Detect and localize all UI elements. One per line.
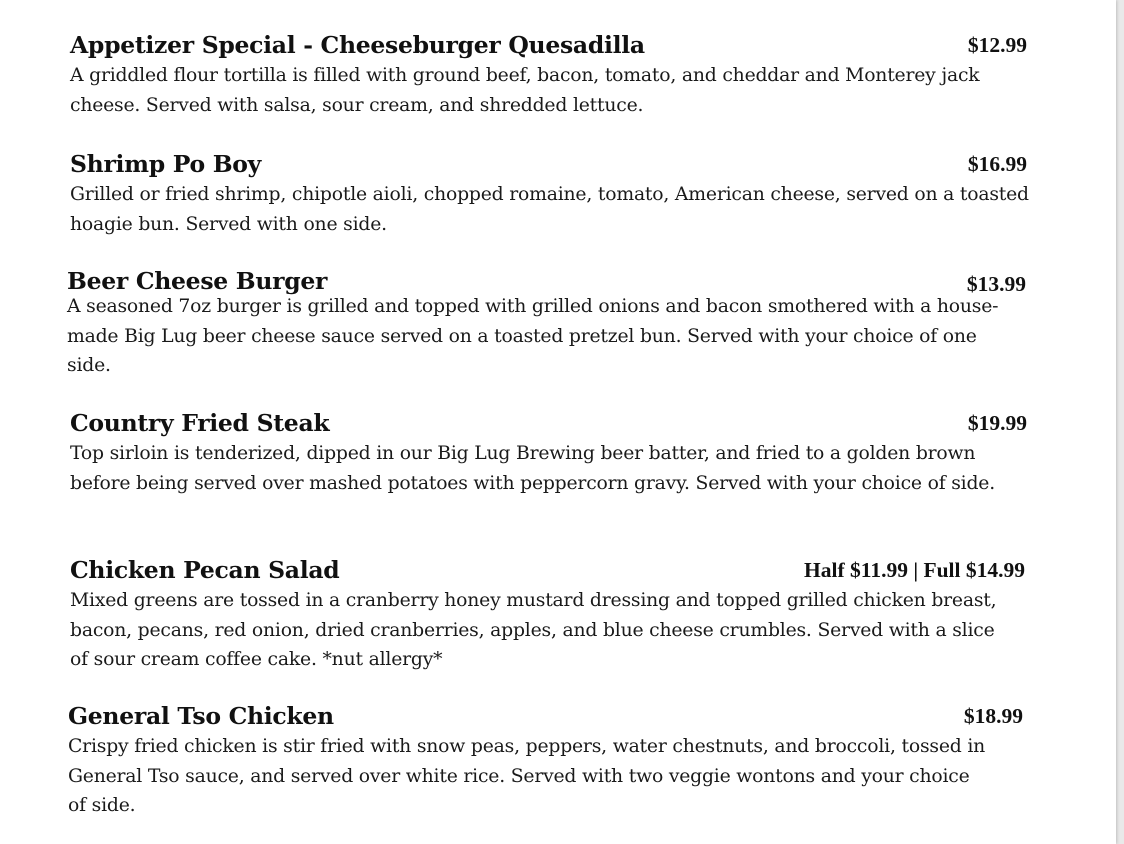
menu-item-name: Shrimp Po Boy bbox=[70, 150, 262, 178]
menu-item-price: $13.99 bbox=[966, 272, 1026, 296]
menu-item-header bbox=[70, 409, 1030, 439]
menu-item-header bbox=[68, 702, 1028, 732]
menu-item-header bbox=[70, 150, 1030, 180]
menu-item-description: A seasoned 7oz burger is grilled and topped with grilled onions and bacon smothered with a house-made Big Lug beer cheese sauce served on a toasted pretzel bun. Served with your choice of one side. bbox=[67, 296, 999, 376]
menu-item-header bbox=[70, 31, 1030, 61]
menu-item-price: $19.99 bbox=[967, 411, 1027, 435]
menu-item-header bbox=[67, 267, 1029, 296]
menu-item-country-fried-steak bbox=[70, 409, 1030, 498]
menu-item-name: General Tso Chicken bbox=[68, 702, 334, 730]
menu-item-price: $16.99 bbox=[967, 152, 1027, 176]
menu-item-description: Grilled or fried shrimp, chipotle aioli, chopped romaine, tomato, American cheese, served on a toasted hoagie bun. Served with one side. bbox=[70, 184, 1029, 235]
menu-item-cheeseburger-quesadilla bbox=[70, 31, 1030, 120]
menu-item-name: Country Fried Steak bbox=[70, 409, 330, 437]
menu-item-chicken-pecan-salad bbox=[70, 556, 1030, 675]
menu-item-price: $12.99 bbox=[967, 33, 1027, 57]
menu-item-shrimp-po-boy bbox=[70, 150, 1030, 239]
menu-item-price: $18.99 bbox=[963, 704, 1023, 728]
menu-item-general-tso-chicken bbox=[68, 702, 1028, 821]
menu-item-header bbox=[70, 556, 1030, 586]
menu-item-name: Beer Cheese Burger bbox=[67, 267, 328, 295]
menu-item-description: Crispy fried chicken is stir fried with snow peas, peppers, water chestnuts, and broccoli, tossed in General Tso sauce, and served over white rice. Served with two veggie wontons and your choice of side. bbox=[68, 736, 986, 816]
menu-item-beer-cheese-burger bbox=[67, 267, 1029, 381]
menu-item-description: Mixed greens are tossed in a cranberry honey mustard dressing and topped grilled chicken breast, bacon, pecans, red onion, dried cranberries, apples, and blue cheese crumbles. Served with a slice of sour cream coffee cake. *nut allergy* bbox=[70, 590, 997, 670]
menu-item-name: Chicken Pecan Salad bbox=[70, 556, 340, 584]
menu-item-name: Appetizer Special - Cheeseburger Quesadilla bbox=[70, 31, 645, 59]
menu-item-description: A griddled flour tortilla is filled with ground beef, bacon, tomato, and cheddar and Monterey jack cheese. Served with salsa, sour cream, and shredded lettuce. bbox=[70, 65, 980, 116]
menu-item-price: Half $11.99 | Full $14.99 bbox=[804, 558, 1025, 582]
menu-item-description: Top sirloin is tenderized, dipped in our Big Lug Brewing beer batter, and fried to a golden brown before being served over mashed potatoes with peppercorn gravy. Served with your choice of side. bbox=[70, 443, 995, 494]
